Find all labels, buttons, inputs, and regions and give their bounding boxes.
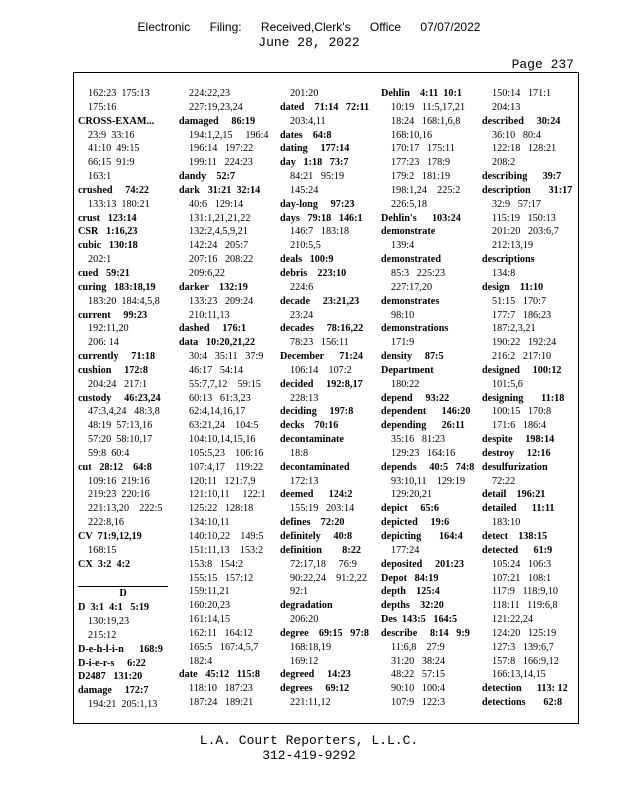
index-headword: despite 198:14 — [482, 434, 555, 446]
index-citation: 57:20 58:10,17 — [88, 434, 153, 446]
index-headword: debris 223:10 — [280, 267, 347, 279]
index-headword: curing 183:18,19 — [78, 281, 156, 293]
index-citation: 169:12 — [290, 655, 319, 667]
index-citation: 226:5,18 — [391, 198, 427, 210]
index-citation: 40:6 129:14 — [189, 198, 244, 210]
index-headword: demonstrates — [381, 295, 440, 307]
index-citation: 187:2,3,21 — [492, 323, 536, 335]
index-headword: Dehlin's 103:24 — [381, 212, 461, 224]
index-citation: 168:18,19 — [290, 641, 332, 653]
index-headword: CSR 1:16,23 — [78, 226, 138, 238]
index-citation: 206:20 — [290, 614, 319, 626]
index-headword: demonstrated — [381, 254, 441, 266]
index-citation: 194:1,2,15 196:4 — [189, 129, 269, 141]
index-citation: 93:10,11 129:19 — [391, 475, 466, 487]
index-headword: degrees 69:12 — [280, 683, 350, 695]
filing-date: 07/07/2022 — [420, 20, 481, 34]
index-citation: 201:20 — [290, 88, 319, 99]
index-citation: 51:15 170:7 — [492, 295, 547, 307]
index-citation: 206: 14 — [88, 337, 119, 349]
index-citation: 150:14 171:1 — [492, 88, 552, 99]
index-citation: 104:10,14,15,16 — [189, 434, 256, 446]
index-citation: 151:11,13 153:2 — [189, 544, 264, 556]
index-citation: 187:24 189:21 — [189, 697, 254, 709]
index-citation: 62:4,14,16,17 — [189, 406, 246, 418]
index-headword: detected 61:9 — [482, 544, 553, 556]
index-headword: D-e-h-l-i-n 168:9 — [78, 643, 163, 655]
index-citation: 107:4,17 119:22 — [189, 461, 264, 473]
index-citation: 201:20 203:6,7 — [492, 226, 559, 238]
index-frame — [73, 72, 579, 724]
index-citation: 35:16 81:23 — [391, 434, 446, 446]
hearing-date: June 28, 2022 — [258, 35, 360, 50]
index-headword: degradation — [280, 600, 333, 612]
index-headword: depth 125:4 — [381, 586, 440, 598]
index-citation: 30:4 35:11 37:9 — [189, 351, 264, 363]
index-citation: 120:11 121:7,9 — [189, 475, 256, 487]
index-headword: date 45:12 115:8 — [179, 669, 260, 681]
index-citation: 204:13 — [492, 101, 521, 113]
index-citation: 177:7 186:23 — [492, 309, 552, 321]
index-citation: 161:14,15 — [189, 614, 231, 626]
index-citation: 224:6 — [290, 281, 314, 293]
index-citation: 221:13,20 222:5 — [88, 503, 163, 515]
index-headword: D-i-e-r-s 6:22 — [78, 657, 146, 669]
index-citation: 101:5,6 — [492, 378, 523, 390]
index-headword: described 30:24 — [482, 115, 561, 127]
index-citation: 118:10 187:23 — [189, 683, 253, 695]
filing-word-3: Received,Clerk's — [260, 20, 351, 34]
index-citation: 171:9 — [391, 337, 415, 349]
index-citation: 85:3 225:23 — [391, 267, 446, 279]
index-headword: detections 62:8 — [482, 697, 563, 709]
index-headword: descriptions — [482, 254, 535, 266]
index-citation: 134:8 — [492, 267, 516, 279]
index-citation: 166:13,14,15 — [492, 669, 546, 681]
index-citation: 228:13 — [290, 392, 319, 404]
index-citation: 140:10,22 149:5 — [189, 531, 264, 542]
index-citation: 130:19,23 — [88, 616, 130, 628]
index-headword: Dehlin 4:11 10:1 — [381, 88, 462, 99]
index-headword: depending 26:11 — [381, 420, 465, 432]
index-citation: 46:17 54:14 — [189, 364, 244, 376]
index-citation: 121:10,11 122:1 — [189, 489, 266, 501]
index-citation: 203:4,11 — [290, 115, 326, 127]
index-citation: 105:5,23 106:16 — [189, 447, 264, 459]
index-citation: 216:2 217:10 — [492, 351, 552, 363]
court-reporter-phone: 312-419-9292 — [262, 748, 356, 763]
index-citation: 210:5,5 — [290, 240, 321, 252]
index-column-5 — [482, 87, 580, 710]
index-headword: decided 192:8,17 — [280, 378, 363, 390]
index-headword: dark 31:21 32:14 — [179, 184, 261, 196]
index-headword: depict 65:6 — [381, 503, 440, 515]
index-citation: 48:19 57:13,16 — [88, 420, 153, 432]
filing-word-1: Electronic — [137, 20, 191, 34]
index-headword: Depot 84:19 — [381, 572, 439, 584]
index-citation: 105:24 106:3 — [492, 558, 552, 570]
index-citation: 177:23 178:9 — [391, 157, 451, 169]
index-citation: 133:13 180:21 — [88, 198, 150, 210]
index-headword: depicting 164:4 — [381, 531, 463, 542]
index-citation: 212:13,19 — [492, 240, 534, 252]
index-citation: 198:1,24 225:2 — [391, 184, 461, 196]
index-citation: 90:22,24 91:2,22 — [290, 572, 367, 584]
index-citation: 204:24 217:1 — [88, 378, 148, 390]
index-citation: 41:10 49:15 — [88, 143, 140, 155]
index-citation: 159:11,21 — [189, 586, 230, 598]
index-headword: destroy 12:16 — [482, 447, 551, 459]
index-headword: detail 196:21 — [482, 489, 546, 501]
index-citation: 183:10 — [492, 517, 521, 529]
index-headword: defines 72:20 — [280, 517, 345, 529]
index-citation: 227:17,20 — [391, 281, 433, 293]
index-column-1 — [78, 87, 176, 712]
index-citation: 122:18 128:21 — [492, 143, 557, 155]
index-headword: description 31:17 — [482, 184, 573, 196]
index-citation: 72:22 — [492, 475, 516, 487]
index-citation: 209:6,22 — [189, 267, 225, 279]
index-citation: 92:1 — [290, 586, 309, 598]
index-headword: current 99:23 — [78, 309, 148, 321]
index-citation: 106:14 107:2 — [290, 364, 352, 376]
index-headword: definitely 40:8 — [280, 531, 353, 542]
index-citation: 215:12 — [88, 629, 117, 641]
index-citation: 78:23 156:11 — [290, 337, 349, 349]
index-citation: 168:15 — [88, 544, 117, 556]
index-citation: 194:21 205:1,13 — [88, 699, 158, 711]
index-citation: 227:19,23,24 — [189, 101, 243, 113]
index-citation: 180:22 — [391, 378, 420, 390]
index-headword: day 1:18 73:7 — [280, 157, 349, 169]
index-citation: 134:10,11 — [189, 517, 230, 529]
index-citation: 171:6 186:4 — [492, 420, 547, 432]
index-citation: 208:2 — [492, 157, 516, 169]
index-citation: 133:23 209:24 — [189, 295, 254, 307]
index-headword: degreed 14:23 — [280, 669, 351, 681]
index-citation: 109:16 219:16 — [88, 475, 150, 487]
index-citation: 63:21,24 104:5 — [189, 420, 259, 432]
index-headword: detect 138:15 — [482, 531, 548, 542]
index-headword: detection 113: 12 — [482, 683, 568, 695]
index-headword: designing 11:18 — [482, 392, 565, 404]
index-headword: describe 8:14 9:9 — [381, 627, 470, 639]
index-headword: D2487 131:20 — [78, 671, 143, 683]
index-citation: 125:22 128:18 — [189, 503, 254, 515]
index-headword: days 79:18 146:1 — [280, 212, 363, 224]
filing-word-2: Filing: — [209, 20, 242, 34]
index-headword: dashed 176:1 — [179, 323, 247, 335]
filing-stamp — [0, 20, 618, 34]
index-citation: 36:10 80:4 — [492, 129, 541, 141]
index-citation: 199:11 224:23 — [189, 157, 253, 169]
index-citation: 142:24 205:7 — [189, 240, 249, 252]
index-headword: darker 132:19 — [179, 281, 248, 293]
index-column-4 — [381, 87, 479, 710]
index-citation: 66:15 91:9 — [88, 157, 135, 169]
index-headword: CROSS-EXAM... — [78, 115, 155, 127]
court-reporter-name: L.A. Court Reporters, L.L.C. — [199, 733, 419, 748]
index-citation: 132:2,4,5,9,21 — [189, 226, 248, 238]
index-column-2 — [179, 87, 277, 710]
index-headword: December 71:24 — [280, 351, 363, 363]
index-citation: 207:16 208:22 — [189, 254, 254, 266]
index-citation: 121:22,24 — [492, 614, 534, 626]
index-citation: 170:17 175:11 — [391, 143, 455, 155]
index-headword: decades 78:16,22 — [280, 323, 364, 335]
index-headword: day-long 97:23 — [280, 198, 355, 210]
index-citation: 157:8 166:9,12 — [492, 655, 559, 667]
index-citation: 115:19 150:13 — [492, 212, 556, 224]
index-headword: cushion 172:8 — [78, 364, 148, 376]
index-headword: data 10:20,21,22 — [179, 337, 256, 349]
index-citation: 172:13 — [290, 475, 319, 487]
index-headword: dating 177:14 — [280, 143, 350, 155]
index-citation: 59:8 60:4 — [88, 447, 130, 459]
page-number: Page 237 — [511, 57, 574, 72]
index-citation: 72:17,18 76:9 — [290, 558, 357, 570]
index-headword: depends 40:5 74:8 — [381, 461, 475, 473]
index-headword: designed 100:12 — [482, 364, 562, 376]
index-headword: describing 39:7 — [482, 171, 562, 183]
index-headword: density 87:5 — [381, 351, 444, 363]
index-citation: 175:16 — [88, 101, 117, 113]
index-citation: 47:3,4,24 48:3,8 — [88, 406, 160, 418]
index-headword: decks 70:16 — [280, 420, 339, 432]
index-citation: 196:14 197:22 — [189, 143, 254, 155]
index-citation: 139:4 — [391, 240, 415, 252]
index-citation: 18:24 168:1,6,8 — [391, 115, 461, 127]
index-citation: 165:5 167:4,5,7 — [189, 641, 259, 653]
index-citation: 219:23 220:16 — [88, 489, 150, 501]
index-citation: 162:11 164:12 — [189, 627, 253, 639]
index-headword: demonstrations — [381, 323, 449, 335]
index-headword: depend 93:22 — [381, 392, 450, 404]
index-headword: crushed 74:22 — [78, 184, 150, 196]
index-headword: decontaminate — [280, 434, 344, 446]
index-column-3 — [280, 87, 378, 710]
index-citation: 60:13 61:3,23 — [189, 392, 251, 404]
index-citation: 179:2 181:19 — [391, 171, 451, 183]
index-citation: 23:9 33:16 — [88, 129, 135, 141]
index-citation: 163:1 — [88, 171, 112, 183]
index-headword: cut 28:12 64:8 — [78, 461, 152, 473]
index-citation: 129:20,21 — [391, 489, 433, 501]
index-citation: 131:1,21,21,22 — [189, 212, 251, 224]
index-citation: 31:20 38:24 — [391, 655, 446, 667]
blank-line — [78, 572, 176, 586]
index-citation: 202:1 — [88, 254, 112, 266]
index-citation: 10:19 11:5,17,21 — [391, 101, 466, 113]
index-citation: 182:4 — [189, 655, 213, 667]
index-headword: dandy 52:7 — [179, 171, 236, 183]
index-headword: crust 123:14 — [78, 212, 137, 224]
index-headword: depths 32:20 — [381, 600, 444, 612]
index-citation: 32:9 57:17 — [492, 198, 541, 210]
index-citation: 221:11,12 — [290, 697, 331, 709]
index-headword: Department — [381, 364, 434, 376]
index-citation: 155:15 157:12 — [189, 572, 254, 584]
index-citation: 190:22 192:24 — [492, 337, 557, 349]
index-headword: CX 3:2 4:2 — [78, 558, 131, 570]
index-citation: 146:7 183:18 — [290, 226, 350, 238]
index-headword: decade 23:21,23 — [280, 295, 360, 307]
index-citation: 100:15 170:8 — [492, 406, 552, 418]
index-citation: 155:19 203:14 — [290, 503, 355, 515]
index-citation: 162:23 175:13 — [88, 88, 150, 99]
index-headword: custody 46:23,24 — [78, 392, 161, 404]
index-headword: damage 172:7 — [78, 685, 149, 697]
index-citation: 23:24 — [290, 309, 314, 321]
index-headword: deals 100:9 — [280, 254, 334, 266]
footer — [0, 733, 618, 763]
index-headword: detailed 11:11 — [482, 503, 555, 515]
index-citation: 210:11,13 — [189, 309, 230, 321]
index-citation: 18:8 — [290, 447, 309, 459]
index-headword: deciding 197:8 — [280, 406, 354, 418]
index-citation: 127:3 139:6,7 — [492, 641, 554, 653]
index-headword: CV 71:9,12,19 — [78, 531, 142, 542]
index-citation: 117:9 118:9,10 — [492, 586, 559, 598]
index-headword: dependent 146:20 — [381, 406, 471, 418]
index-headword: design 11:10 — [482, 281, 544, 293]
index-headword: deposited 201:23 — [381, 558, 464, 570]
index-headword: D 3:1 4:1 5:19 — [78, 602, 150, 614]
index-headword: definition 8:22 — [280, 544, 361, 556]
index-citation: 98:10 — [391, 309, 415, 321]
index-citation: 55:7,7,12 59:15 — [189, 378, 261, 390]
index-headword: cued 59:21 — [78, 267, 130, 279]
index-headword: currently 71:18 — [78, 351, 156, 363]
index-citation: 84:21 95:19 — [290, 171, 345, 183]
index-headword: cubic 130:18 — [78, 240, 138, 252]
index-headword: damaged 86:19 — [179, 115, 256, 127]
index-citation: 124:20 125:19 — [492, 627, 557, 639]
index-citation: 90:10 100:4 — [391, 683, 446, 695]
section-letter: D — [78, 586, 168, 601]
index-citation: 224:22,23 — [189, 88, 231, 99]
index-citation: 48:22 57:15 — [391, 669, 446, 681]
index-citation: 222:8,16 — [88, 517, 124, 529]
index-headword: degree 69:15 97:8 — [280, 627, 369, 639]
index-citation: 160:20,23 — [189, 600, 231, 612]
index-citation: 168:10,16 — [391, 129, 433, 141]
index-citation: 145:24 — [290, 184, 319, 196]
filing-word-4: Office — [369, 20, 402, 34]
index-citation: 183:20 184:4,5,8 — [88, 295, 160, 307]
index-citation: 107:9 122:3 — [391, 697, 446, 709]
index-headword: Des 143:5 164:5 — [381, 614, 458, 626]
index-citation: 129:23 164:16 — [391, 447, 456, 459]
index-headword: demonstrate — [381, 226, 436, 238]
index-headword: decontaminated — [280, 461, 350, 473]
index-citation: 11:6,8 27:9 — [391, 641, 445, 653]
index-citation: 192:11,20 — [88, 323, 129, 335]
index-headword: depicted 19:6 — [381, 517, 450, 529]
index-headword: dated 71:14 72:11 — [280, 101, 370, 113]
index-citation: 107:21 108:1 — [492, 572, 552, 584]
index-citation: 118:11 119:6,8 — [492, 600, 558, 612]
index-headword: desulfurization — [482, 461, 548, 473]
index-citation: 153:8 154:2 — [189, 558, 244, 570]
index-headword: dates 64:8 — [280, 129, 332, 141]
index-headword: deemed 124:2 — [280, 489, 353, 501]
index-citation: 177:24 — [391, 544, 420, 556]
